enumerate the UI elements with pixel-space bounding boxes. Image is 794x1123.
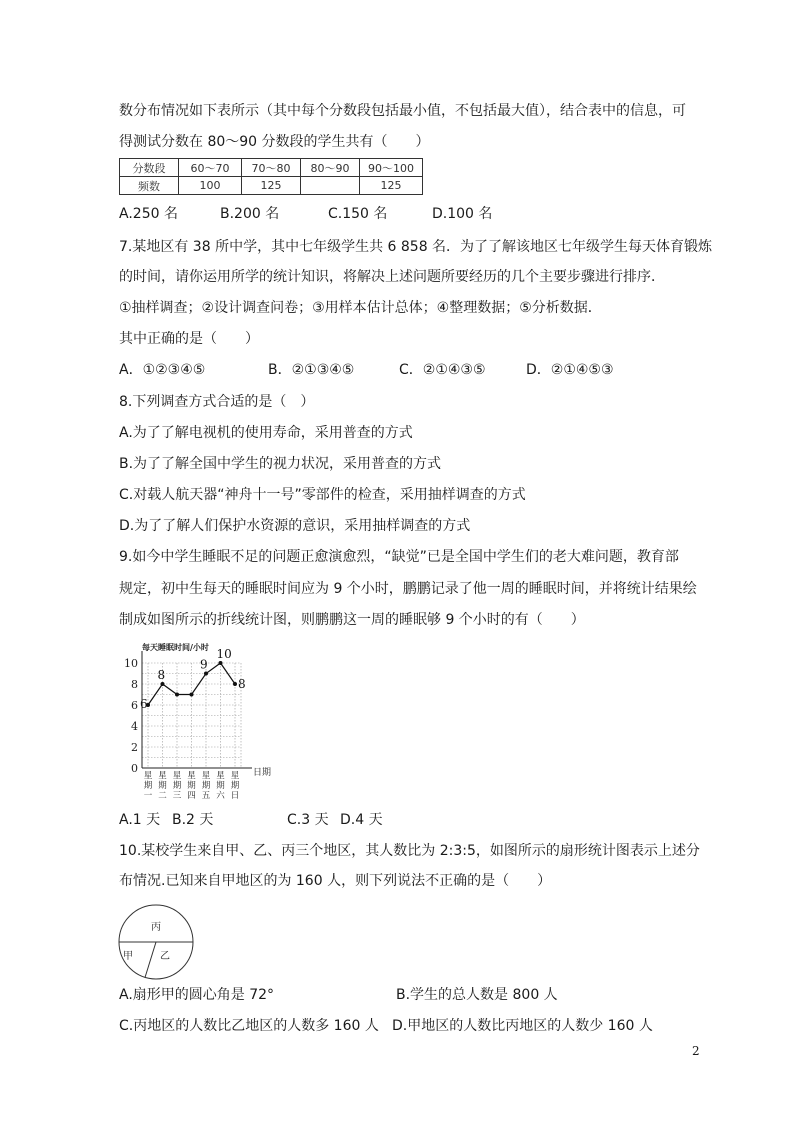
q6-stem-line1: 数分布情况如下表所示（其中每个分数段包括最小值，不包括最大值），结合表中的信息，可 (119, 103, 686, 119)
chart-xtick-label: 星期一 (143, 771, 153, 801)
q7-option-a: A．①②③④⑤ (119, 362, 206, 378)
chart-xtick-label: 星期五 (201, 771, 211, 801)
table-cell: 分数段 (120, 159, 179, 177)
region-pie-chart (116, 902, 196, 982)
q6-option-d: D.100 名 (432, 206, 493, 222)
chart-ytick-label: 10 (124, 657, 138, 670)
q9-option-c: C.3 天 (287, 812, 329, 828)
table-cell: 100 (179, 177, 242, 195)
q6-option-c: C.150 名 (328, 206, 388, 222)
q7-stem-line1: 7.某地区有 38 所中学，其中七年级学生共 6 858 名．为了了解该地区七年级学生每天体育锻炼 (119, 239, 713, 255)
q10-stem-line2: 布情况.已知来自甲地区的为 160 人，则下列说法不正确的是（ ） (119, 873, 552, 889)
table-row-header (120, 159, 423, 177)
q7-option-b: B．②①③④⑤ (268, 362, 355, 378)
q10-option-c: C.丙地区的人数比乙地区的人数多 160 人 (119, 1018, 379, 1034)
q7-option-c: C．②①④③⑤ (399, 362, 486, 378)
chart-data-label: 8 (238, 677, 246, 691)
score-frequency-table (119, 158, 423, 195)
chart-xlabel: 日期 (253, 768, 272, 778)
q9-stem-line2: 规定，初中生每天的睡眠时间应为 9 个小时，鹏鹏记录了他一周的睡眠时间，并将统计结果绘 (119, 581, 697, 597)
chart-point (233, 682, 237, 686)
table-cell: 90～100 (360, 159, 423, 177)
chart-point (190, 693, 194, 697)
chart-xtick-label: 星期三 (172, 771, 182, 801)
q8-option-d: D.为了了解人们保护水资源的意识，采用抽样调查的方式 (119, 518, 471, 534)
q6-option-b: B.200 名 (220, 206, 280, 222)
chart-data-label: 6 (140, 697, 148, 711)
q8-option-a: A.为了了解电视机的使用寿命，采用普查的方式 (119, 425, 413, 441)
chart-point (161, 682, 165, 686)
q9-option-b: B.2 天 (172, 812, 214, 828)
q10-stem-line1: 10.某校学生来自甲、乙、丙三个地区，其人数比为 2:3:5，如图所示的扇形统计图表示上述分 (119, 843, 700, 859)
table-cell: 70～80 (242, 159, 301, 177)
chart-point (204, 672, 208, 676)
chart-ytick-label: 4 (131, 720, 138, 733)
pie-label-yi: 乙 (160, 951, 170, 962)
chart-ytick-label: 2 (131, 741, 138, 754)
q9-option-a: A.1 天 (119, 812, 161, 828)
pie-divider-diagonal (145, 942, 156, 978)
chart-xtick-label: 星期四 (187, 771, 196, 801)
table-cell: 80～90 (301, 159, 360, 177)
chart-point (219, 661, 223, 665)
chart-ytick-label: 8 (131, 678, 138, 691)
q6-option-a: A.250 名 (119, 206, 178, 222)
q6-stem-line2: 得测试分数在 80～90 分数段的学生共有（ ） (119, 134, 430, 150)
q7-option-d: D．②①④⑤③ (526, 362, 614, 378)
q10-option-d: D.甲地区的人数比丙地区的人数少 160 人 (392, 1018, 653, 1034)
chart-xtick-label: 星期日 (230, 771, 240, 801)
chart-point (175, 693, 179, 697)
table-cell: 125 (360, 177, 423, 195)
chart-ylabel: 每天睡眠时间/小时 (142, 642, 209, 652)
q8-stem: 8.下列调查方式合适的是（ ） (119, 394, 315, 410)
chart-data-label: 8 (157, 668, 166, 682)
pie-label-bing: 丙 (151, 922, 161, 933)
chart-xtick-label: 星期六 (216, 771, 225, 801)
q7-stem-line3: ①抽样调查；②设计调查问卷；③用样本估计总体；④整理数据；⑤分析数据． (119, 300, 602, 316)
chart-ytick-label: 6 (131, 699, 138, 712)
pie-label-jia: 甲 (123, 951, 133, 962)
table-cell: 频数 (120, 177, 179, 195)
table-cell: 125 (242, 177, 301, 195)
q9-stem-line1: 9.如今中学生睡眠不足的问题正愈演愈烈，“缺觉”已是全国中学生们的老大难问题，教育部 (119, 549, 679, 565)
chart-xtick-label: 星期二 (158, 771, 167, 801)
sleep-line-chart (116, 636, 276, 804)
q7-stem-line2: 的时间，请你运用所学的统计知识，将解决上述问题所要经历的几个主要步骤进行排序． (119, 269, 665, 285)
table-cell: 60～70 (179, 159, 242, 177)
q7-stem-line4: 其中正确的是（ ） (119, 331, 259, 347)
table-cell (301, 177, 360, 195)
table-row-frequency (120, 177, 423, 195)
chart-data-label: 9 (200, 657, 208, 672)
q9-option-d: D.4 天 (340, 812, 383, 828)
q10-option-b: B.学生的总人数是 800 人 (396, 987, 558, 1003)
chart-ytick-label: 0 (131, 762, 138, 775)
q8-option-b: B.为了了解全国中学生的视力状况，采用普查的方式 (119, 456, 442, 472)
q10-option-a: A.扇形甲的圆心角是 72° (119, 987, 275, 1003)
chart-data-label: 10 (216, 647, 232, 661)
page-number: 2 (692, 1044, 700, 1058)
q8-option-c: C.对载人航天器“神舟十一号”零部件的检查，采用抽样调查的方式 (119, 487, 526, 503)
q9-stem-line3: 制成如图所示的折线统计图，则鹏鹏这一周的睡眠够 9 个小时的有（ ） (119, 612, 585, 628)
